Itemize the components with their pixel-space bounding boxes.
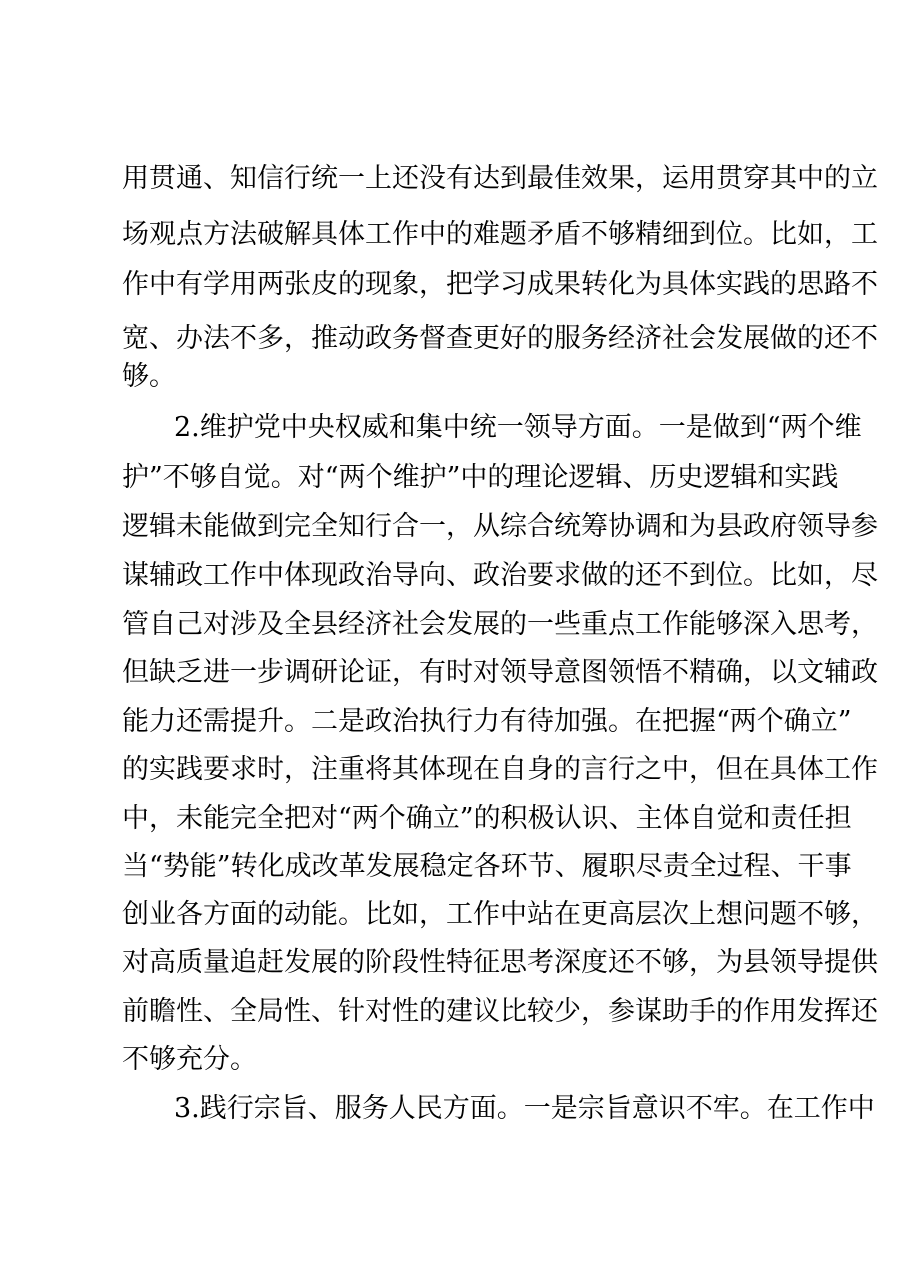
text-line: 的实践要求时，注重将其体现在自身的言行之中，但在具体工作	[122, 754, 878, 785]
text-line: 宽、办法不多，推动政务督查更好的服务经济社会发展做的还不	[122, 323, 878, 354]
text-line: 对高质量追赶发展的阶段性特征思考深度还不够，为县领导提供	[122, 947, 878, 978]
paragraph-heading-3: 3.践行宗旨、服务人民方面。一是宗旨意识不牢。在工作中	[174, 1093, 875, 1124]
text-line: 前瞻性、全局性、针对性的建议比较少，参谋助手的作用发挥还	[122, 996, 878, 1027]
text-line: 护”不够自觉。对“两个维护”中的理论逻辑、历史逻辑和实践	[122, 462, 839, 493]
text-line: 逻辑未能做到完全知行合一，从综合统筹协调和为县政府领导参	[122, 511, 878, 542]
text-line: 创业各方面的动能。比如，工作中站在更高层次上想问题不够，	[122, 899, 878, 930]
text-line: 中，未能完全把对“两个确立”的积极认识、主体自觉和责任担	[122, 803, 852, 834]
paragraph-heading-2: 2.维护党中央权威和集中统一领导方面。一是做到“两个维	[174, 412, 862, 443]
text-line: 但缺乏进一步调研论证，有时对领导意图领悟不精确，以文辅政	[122, 657, 878, 688]
text-line: 不够充分。	[122, 1044, 257, 1075]
text-line: 作中有学用两张皮的现象，把学习成果转化为具体实践的思路不	[122, 269, 878, 300]
text-line: 当“势能”转化成改革发展稳定各环节、履职尽责全过程、干事	[122, 851, 852, 882]
text-line: 管自己对涉及全县经济社会发展的一些重点工作能够深入思考，	[122, 609, 878, 640]
text-line: 能力还需提升。二是政治执行力有待加强。在把握“两个确立”	[122, 706, 852, 737]
text-line: 场观点方法破解具体工作中的难题矛盾不够精细到位。比如，工	[122, 219, 878, 250]
text-line: 够。	[122, 361, 176, 392]
text-line: 谋辅政工作中体现政治导向、政治要求做的还不到位。比如，尽	[122, 560, 878, 591]
text-line: 用贯通、知信行统一上还没有达到最佳效果，运用贯穿其中的立	[122, 163, 878, 194]
